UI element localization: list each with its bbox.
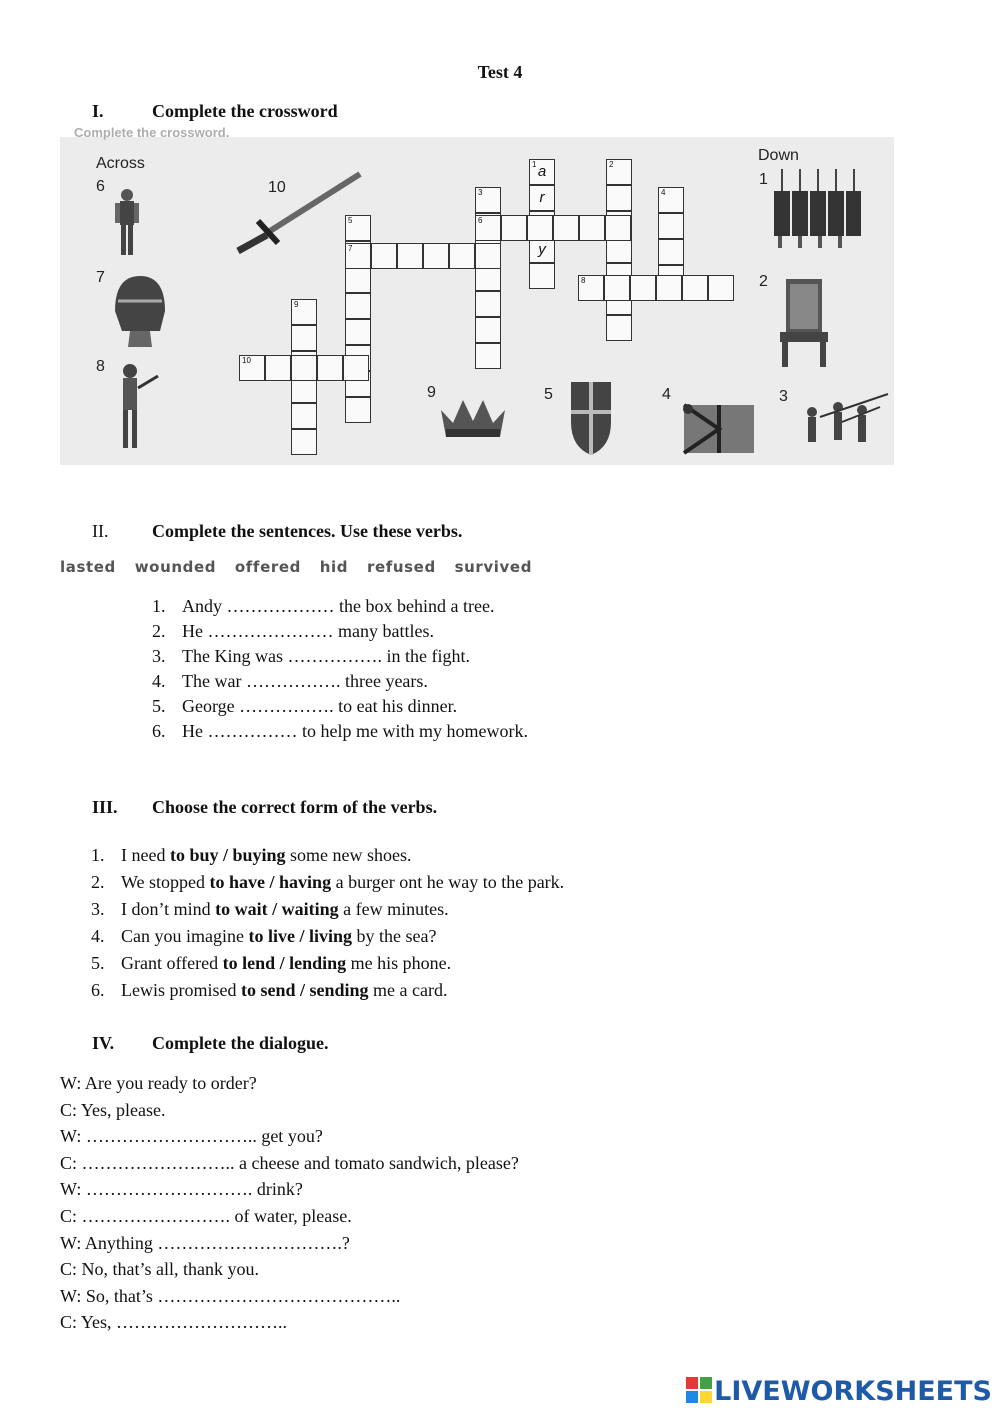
list-item: 3. The King was ……………. in the fight. [152,646,470,666]
section-title: Complete the crossword [152,101,338,121]
verb: offered [234,558,301,576]
section-1-heading [92,101,338,122]
list-item: 3. I don’t mind to wait / waiting a few minutes. [91,899,449,919]
down-label: Down [758,147,799,164]
clue-number: 1 [532,160,537,169]
crossword-cell[interactable] [606,159,632,185]
brand-name: LIVEWORKSHEETS [714,1376,992,1407]
clue-label-across-6: 6 [96,178,105,195]
crossword-cell[interactable] [291,325,317,351]
crossword-cell[interactable] [475,187,501,213]
example-letter: r [539,189,545,206]
clue-number: 4 [661,188,666,197]
scan-header: Complete the crossword. [74,125,230,140]
crossword-cell[interactable] [291,403,317,429]
section-title: Choose the correct form of the verbs. [152,797,438,817]
crossword-cell[interactable] [371,243,397,269]
crossword-cell[interactable] [708,275,734,301]
crossword-cell[interactable] [345,267,371,293]
crossword-cell[interactable] [501,215,527,241]
verb-choice[interactable]: to send / sending [240,980,369,1000]
crossword-cell[interactable] [449,243,475,269]
crossword-cell[interactable] [239,355,265,381]
crossword-cell[interactable] [345,293,371,319]
crossword-cell[interactable] [317,355,343,381]
section-number: III. [92,797,118,817]
verb-choice[interactable]: to lend / lending [222,953,347,973]
verb: lasted [60,558,116,576]
crossword-cell[interactable] [605,215,631,241]
crossword-cell[interactable] [658,187,684,213]
dialogue-line: C: No, that’s all, thank you. [60,1259,259,1280]
crossword-cell[interactable] [291,355,317,381]
clue-number: 7 [348,244,353,253]
crossword-panel [60,125,894,465]
verb: survived [454,558,533,576]
section-title: Complete the sentences. Use these verbs. [152,521,463,541]
crossword-cell[interactable] [345,215,371,241]
dialogue-line: C: Yes, please. [60,1099,166,1120]
crossword-cell[interactable] [529,159,555,185]
clue-label-across-8: 8 [96,358,105,375]
crossword-cell[interactable] [291,299,317,325]
crossword-cell[interactable] [656,275,682,301]
section-number: IV. [92,1033,115,1053]
crossword-cell[interactable] [529,263,555,289]
crossword-cell[interactable] [423,243,449,269]
crossword-cell[interactable] [343,355,369,381]
crossword-cell[interactable] [397,243,423,269]
crossword-cell[interactable] [345,243,371,269]
dialogue-line: W: ……………………….. get you? [60,1126,323,1147]
list-item: 4. The war ……………. three years. [152,671,428,691]
clue-number: 10 [242,356,251,365]
verb-choice[interactable]: to have / having [209,872,332,892]
crossword-cell[interactable] [475,317,501,343]
verb-choice[interactable]: to wait / waiting [215,899,339,919]
list-item: 6. Lewis promised to send / sending me a card. [91,980,448,1000]
crossword-cell[interactable] [553,215,579,241]
list-item: 5. Grant offered to lend / lending me his phone. [91,953,452,973]
section-title: Complete the dialogue. [152,1033,329,1053]
example-letter: a [537,163,547,180]
dialogue-line: W: So, that’s ………………………………….. [60,1285,401,1306]
clue-label-down-1: 1 [759,171,768,188]
list-item: 6. He …………… to help me with my homework. [152,721,528,741]
section-number: II. [92,521,109,541]
crossword-grid [60,137,894,465]
crossword-cell[interactable] [606,315,632,341]
verb: wounded [134,558,217,576]
section-3-heading [92,797,437,818]
across-label: Across [96,155,145,172]
crossword-cell[interactable] [475,343,501,369]
page-title: Test 4 [477,62,523,82]
clue-label-down-3: 3 [779,388,788,405]
verb-bank [60,558,545,576]
clue-number: 3 [478,188,483,197]
clue-number: 5 [348,216,353,225]
list-item: 4. Can you imagine to live / living by the sea? [91,926,437,946]
clue-number: 6 [478,216,483,225]
list-item: 2. We stopped to have / having a burger ont he way to the park. [91,872,565,892]
sentence-list [152,594,528,744]
list-item: 1. I need to buy / buying some new shoes. [91,845,412,865]
crossword-cell[interactable] [682,275,708,301]
section-4-heading [92,1033,328,1054]
verb: refused [366,558,436,576]
dialogue [60,1070,519,1336]
crossword-cell[interactable] [579,215,605,241]
list-item: 1. Andy ……………… the box behind a tree. [152,596,495,616]
example-letter: y [538,241,546,258]
section-number: I. [92,101,104,121]
crossword-cell[interactable] [578,275,604,301]
clue-label-across-7: 7 [96,269,105,286]
crossword-cell[interactable] [475,291,501,317]
dialogue-line: W: Anything ………………………….? [60,1232,350,1253]
verb-form-list [91,842,564,1004]
crossword-cell[interactable] [291,429,317,455]
clue-label-down-9: 9 [427,384,436,401]
list-item: 2. He ………………… many battles. [152,621,434,641]
verb-choice[interactable]: to live / living [248,926,352,946]
dialogue-line: W: Are you ready to order? [60,1073,257,1093]
brand-icon [686,1377,712,1403]
clue-number: 9 [294,300,299,309]
crossword-cell[interactable] [630,275,656,301]
list-item: 5. George ……………. to eat his dinner. [152,696,458,716]
crossword-cell[interactable] [658,213,684,239]
clue-number: 2 [609,160,614,169]
dialogue-line: C: Yes, ……………………….. [60,1312,288,1333]
crossword-cell[interactable] [475,243,501,269]
verb: hid [319,558,349,576]
crossword-cell[interactable] [606,185,632,211]
brand-logo [686,1376,992,1407]
dialogue-line: C: ……………………. of water, please. [60,1205,352,1226]
clue-label-down-5: 5 [544,386,553,403]
crossword-cell[interactable] [265,355,291,381]
crossword-cell[interactable] [658,239,684,265]
dialogue-line: W: ………………………. drink? [60,1179,303,1200]
clue-label-down-2: 2 [759,273,768,290]
crossword-cell[interactable] [529,185,555,211]
clue-label-down-4: 4 [662,386,671,403]
clue-label-across-10: 10 [268,179,286,196]
verb-choice[interactable]: to buy / buying [169,845,286,865]
crossword-cell[interactable] [475,215,501,241]
clue-number: 8 [581,276,586,285]
crossword-cell[interactable] [604,275,630,301]
crossword-cell[interactable] [527,215,553,241]
crossword-cell[interactable] [345,319,371,345]
section-2-heading [92,521,462,542]
dialogue-line: C: …………………….. a cheese and tomato sandwich, please? [60,1152,519,1173]
crossword-cell[interactable] [345,397,371,423]
